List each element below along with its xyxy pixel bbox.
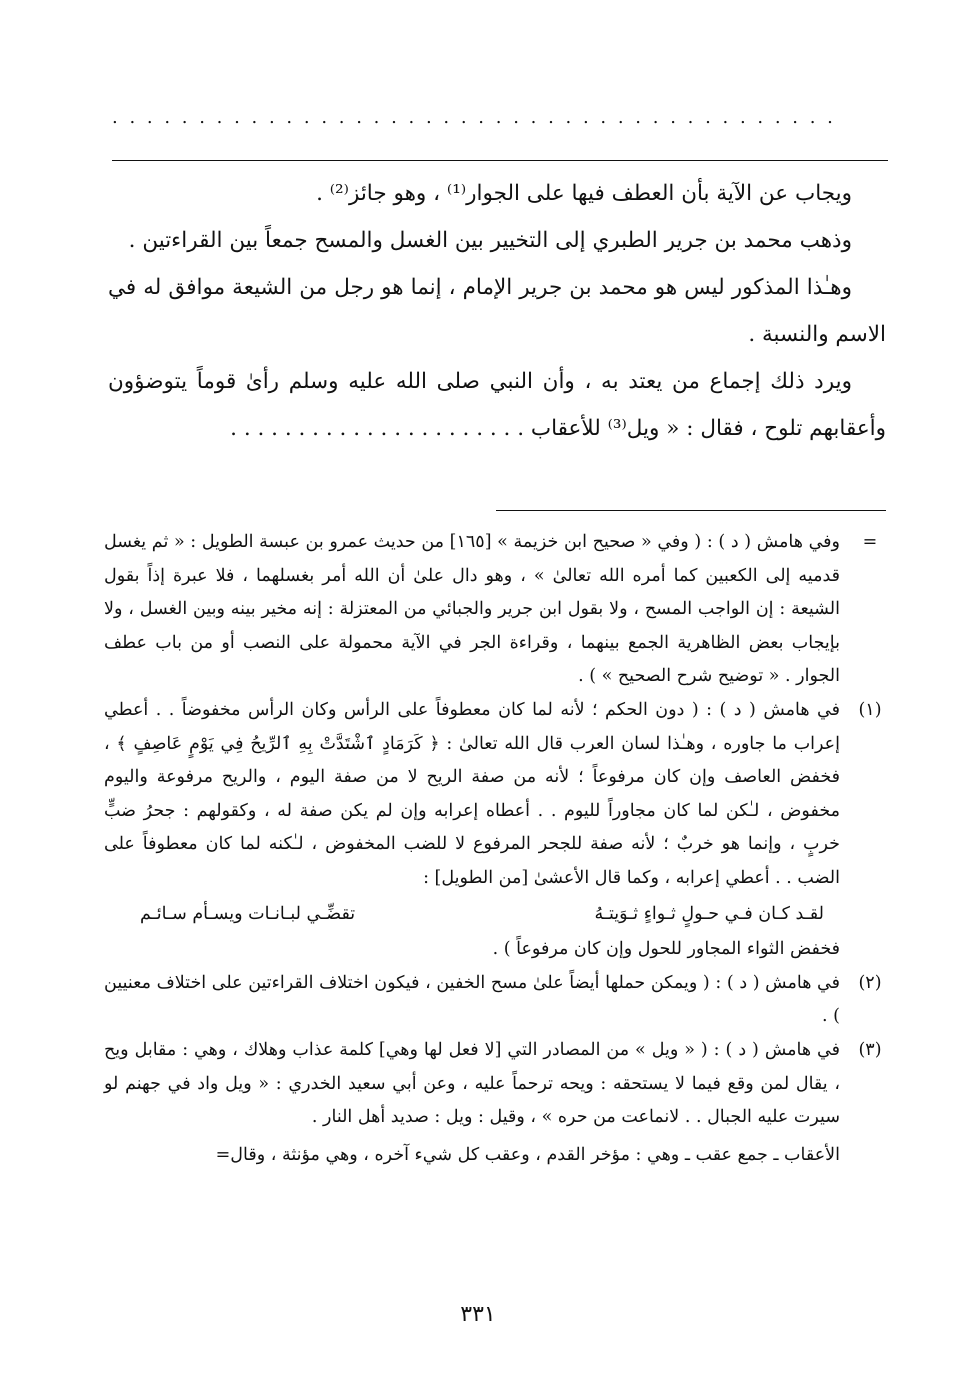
verse-first-hemistich: لقـد كـان فـي حـولٍ ثـواءٍ ثـوَيتـهُ [594,903,824,924]
continuation-marker: = [862,532,878,552]
main-paragraph-1: ويجاب عن الآية بأن العطف فيها على الجوار⁽¹⁾ ، وهو جائز⁽²⁾ . [316,181,852,206]
footnote-1-conclusion: فخفض الثواء المجاور للحول وإن كان مرفوعاً ) . [492,939,840,960]
footnote-2-text: في هامش ( د ) : ( ويمكن حملها أيضاً علىٰ مسح الخفين ، فيكون اختلاف القراءتين على اختلاف معنيين ) . [104,972,840,1027]
page-number: ٣٣١ [460,1302,496,1327]
main-paragraph-3: وهـٰذا المذكور ليس هو محمد بن جرير الإمام ، إنما هو رجل من الشيعة موافق له في الاسم والنسبة . [108,275,886,347]
footnote-continuation [104,526,886,694]
poem-verse [104,898,840,932]
footnote-2-number: (٢) [858,972,882,993]
footnote-2 [104,967,886,1034]
top-dotted-line: . . . . . . . . . . . . . . . . . . . . . . . . . . . . . . . . . . . . . . . . . . [112,108,836,128]
footnote-3-continuation: الأعقاب ـ جمع عقب ـ وهي : مؤخر القدم ، وعقب كل شيء آخره ، وهي مؤنثة ، وقال= [215,1144,840,1165]
header-rule [112,160,888,161]
footnote-3-number: (٣) [858,1039,882,1060]
main-text [108,170,886,452]
footnote-continuation-text: وفي هامش ( د ) : ( وفي « صحيح ابن خزيمة » [١٦٥] من حديث عمرو بن عبسة الطويل : « ثم يغسل قدميه إلى الكعبين كما أمره الله تعالىٰ » ، وهو دال علىٰ أن الله أمر بغسلهما ، فلا عبرة إذاً بقول الشيعة : إن الواجب المسح ، ولا بقول ابن جرير والجبائي من المعتزلة : إنه مخير بينه وبين الغسل ، ولا بإيجاب بعض الظاهرية الجمع بينهما ، وقراءة الجر في الآية محمولة على النصب أو من باب عطف الجوار . « توضيح شرح الصحيح » ) . [104,532,840,687]
footnote-3 [104,1034,886,1135]
footnote-separator [496,510,886,511]
main-paragraph-2: وذهب محمد بن جرير الطبري إلى التخيير بين الغسل والمسح جمعاً بين القراءتين . [128,228,852,253]
footnote-3-text: في هامش ( د ) : ( « ويل » من المصادر التي [لا فعل لها وهي] كلمة عذاب وهلاك ، وهي : مقابل ويح ، يقال لمن وقع فيما لا يستحقه : ويحه ترحماً عليه ، وعن أبي سعيد الخدري : « ويل واد في جهنم لو سيرت عليه الجبال . . لانماعت من حره » ، وقيل : ويل : صديد أهل النار . [104,1039,840,1128]
main-paragraph-4: ويرد ذلك إجماع من يعتد به ، وأن النبي صلى الله عليه وسلم رأىٰ قوماً يتوضؤون وأعقابهم تلوح ، فقال : « ويل⁽³⁾ للأعقاب . . . . . . . . . . . . . . . . . . . . . . [108,369,886,441]
verse-second-hemistich: تقضِّـي لبـانـات ويسـأم سـائـم [140,903,356,924]
footnotes [104,526,886,1172]
footnote-1-number: (١) [858,699,882,720]
footnote-1-text: في هامش ( د ) : ( دون الحكم ؛ لأنه لما كان معطوفاً على الرأس وكان الرأس مخفوضاً . . أعطي إعراب ما جاوره ، وهـٰذا لسان العرب قال الله تعالىٰ : ﴿ كَرَمَادٍ ٱشْتَدَّتْ بِهِ ٱلرِّيحُ فِي يَوْمٍ عَاصِفٍ ﴾ ، فخفض العاصف وإن كان مرفوعاً ؛ لأنه من صفة الريح لا من صفة اليوم ، والريح مرفوعة واليوم مخفوض ، لـٰكن لما كان مجاوراً لليوم . . أعطاه إعرابه وإن لم يكن صفة له ، وكقولهم : جحرُ ضبٍّ خربٍ ، وإنما هو خربٌ ؛ لأنه صفة للجحر المرفوع لا للضب المخفوض ، لـٰكنه لما كان معطوفاً على الضب . . أعطي إعرابه ، وكما قال الأعشىٰ [من الطويل] : [104,699,840,888]
footnote-1 [104,694,886,967]
